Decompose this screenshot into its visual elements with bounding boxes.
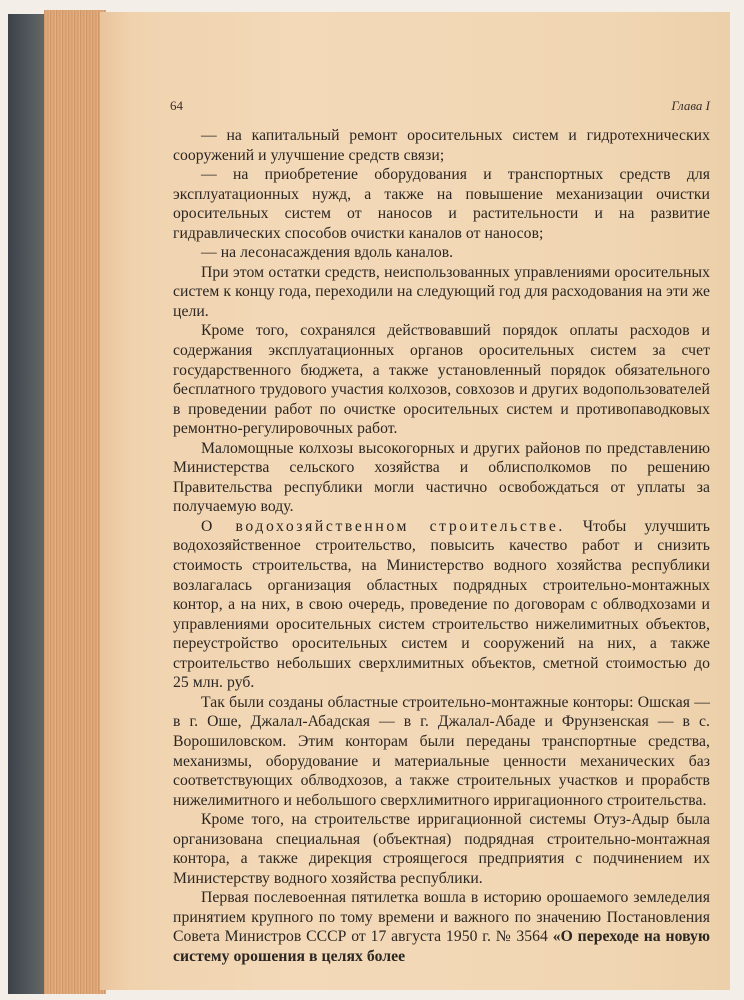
paragraph-text: Чтобы улучшить водохозяйственное строительство, повысить качество работ и снизить стоимость строительства, на Министерство водного хозяйства республики возлагалась организация областных подрядных строительно-монтажных контор, а на них, в свою очередь, проведение по договорам с облводхозами и управлениями оросительных систем строительство нижелимитных объектов, переустройство оросительных систем и сооружений на них, а также строительство небольших сверхлимитных объектов, сметной стоимостью до 25 млн. руб. — [173, 517, 710, 692]
paragraph — [173, 517, 710, 693]
paragraph: Кроме того, сохранялся действовавший порядок оплаты расходов и содержания эксплуатационных органов оросительных систем за счет государственного бюджета, а также установленный порядок обязательного бесплатного трудового участия колхозов, совхозов и других водопользователей в проведении работ по очистке оросительных систем и противопаводковых ремонтно-регулировочных работ. — [173, 322, 710, 438]
paragraph: — на лесонасаждения вдоль каналов. — [201, 244, 454, 262]
page-number: 64 — [170, 98, 183, 113]
paragraph-text: Первая послевоенная пятилетка вошла в историю орошаемого земледелия принятием крупного по тому времени и важного по значению Постановления Совета Министров СССР от 17 августа 1950 г. № 3564 — [173, 889, 710, 946]
book-page-edges — [44, 10, 106, 994]
decree-title: «О переходе на новую систему орошения в целях более — [173, 928, 710, 965]
paragraph: При этом остатки средств, неиспользованных управлениями оросительных систем к концу года, переходили на следующий год для расходования на эти же цели. — [173, 263, 710, 320]
running-head: Глава I — [671, 98, 710, 113]
scan-shadow — [8, 14, 48, 994]
body-text — [173, 126, 710, 967]
paragraph: — на капитальный ремонт оросительных систем и гидротехнических сооружений и улучшение средств связи; — [173, 127, 710, 164]
paragraph: Кроме того, на строительстве ирригационной системы Отуз-Адыр была организована специальная (объектная) подрядная строительно-монтажная контора, а также дирекция строящегося предприятия с подчинением их Министерству водного хозяйства республики. — [173, 811, 710, 887]
paragraph — [173, 888, 710, 966]
paragraph: Так были созданы областные строительно-монтажные конторы: Ошская — в г. Оше, Джалал-Абадская — в г. Джалал-Абаде и Фрунзенская — в с. Ворошиловском. Этим конторам были переданы транспортные средства, механизмы, оборудование и материальные ценности механических баз соответствующих облводхозов, а также строительных участков и прорабств нижелимитного и небольшого сверхлимитного ирригационного строительства. — [173, 693, 710, 809]
paragraph: — на приобретение оборудования и транспортных средств для эксплуатационных нужд, а также на повышение механизации очистки оросительных систем от наносов и растительности и на развитие гидравлических способов очистки каналов от наносов; — [173, 166, 710, 242]
section-heading: О водохозяйственном строительстве. — [201, 517, 565, 535]
paragraph: Маломощные колхозы высокогорных и других районов по представлению Министерства сельского хозяйства и облисполкомов по решению Правительства республики могли частично освобождаться от уплаты за получаемую воду. — [173, 439, 710, 516]
